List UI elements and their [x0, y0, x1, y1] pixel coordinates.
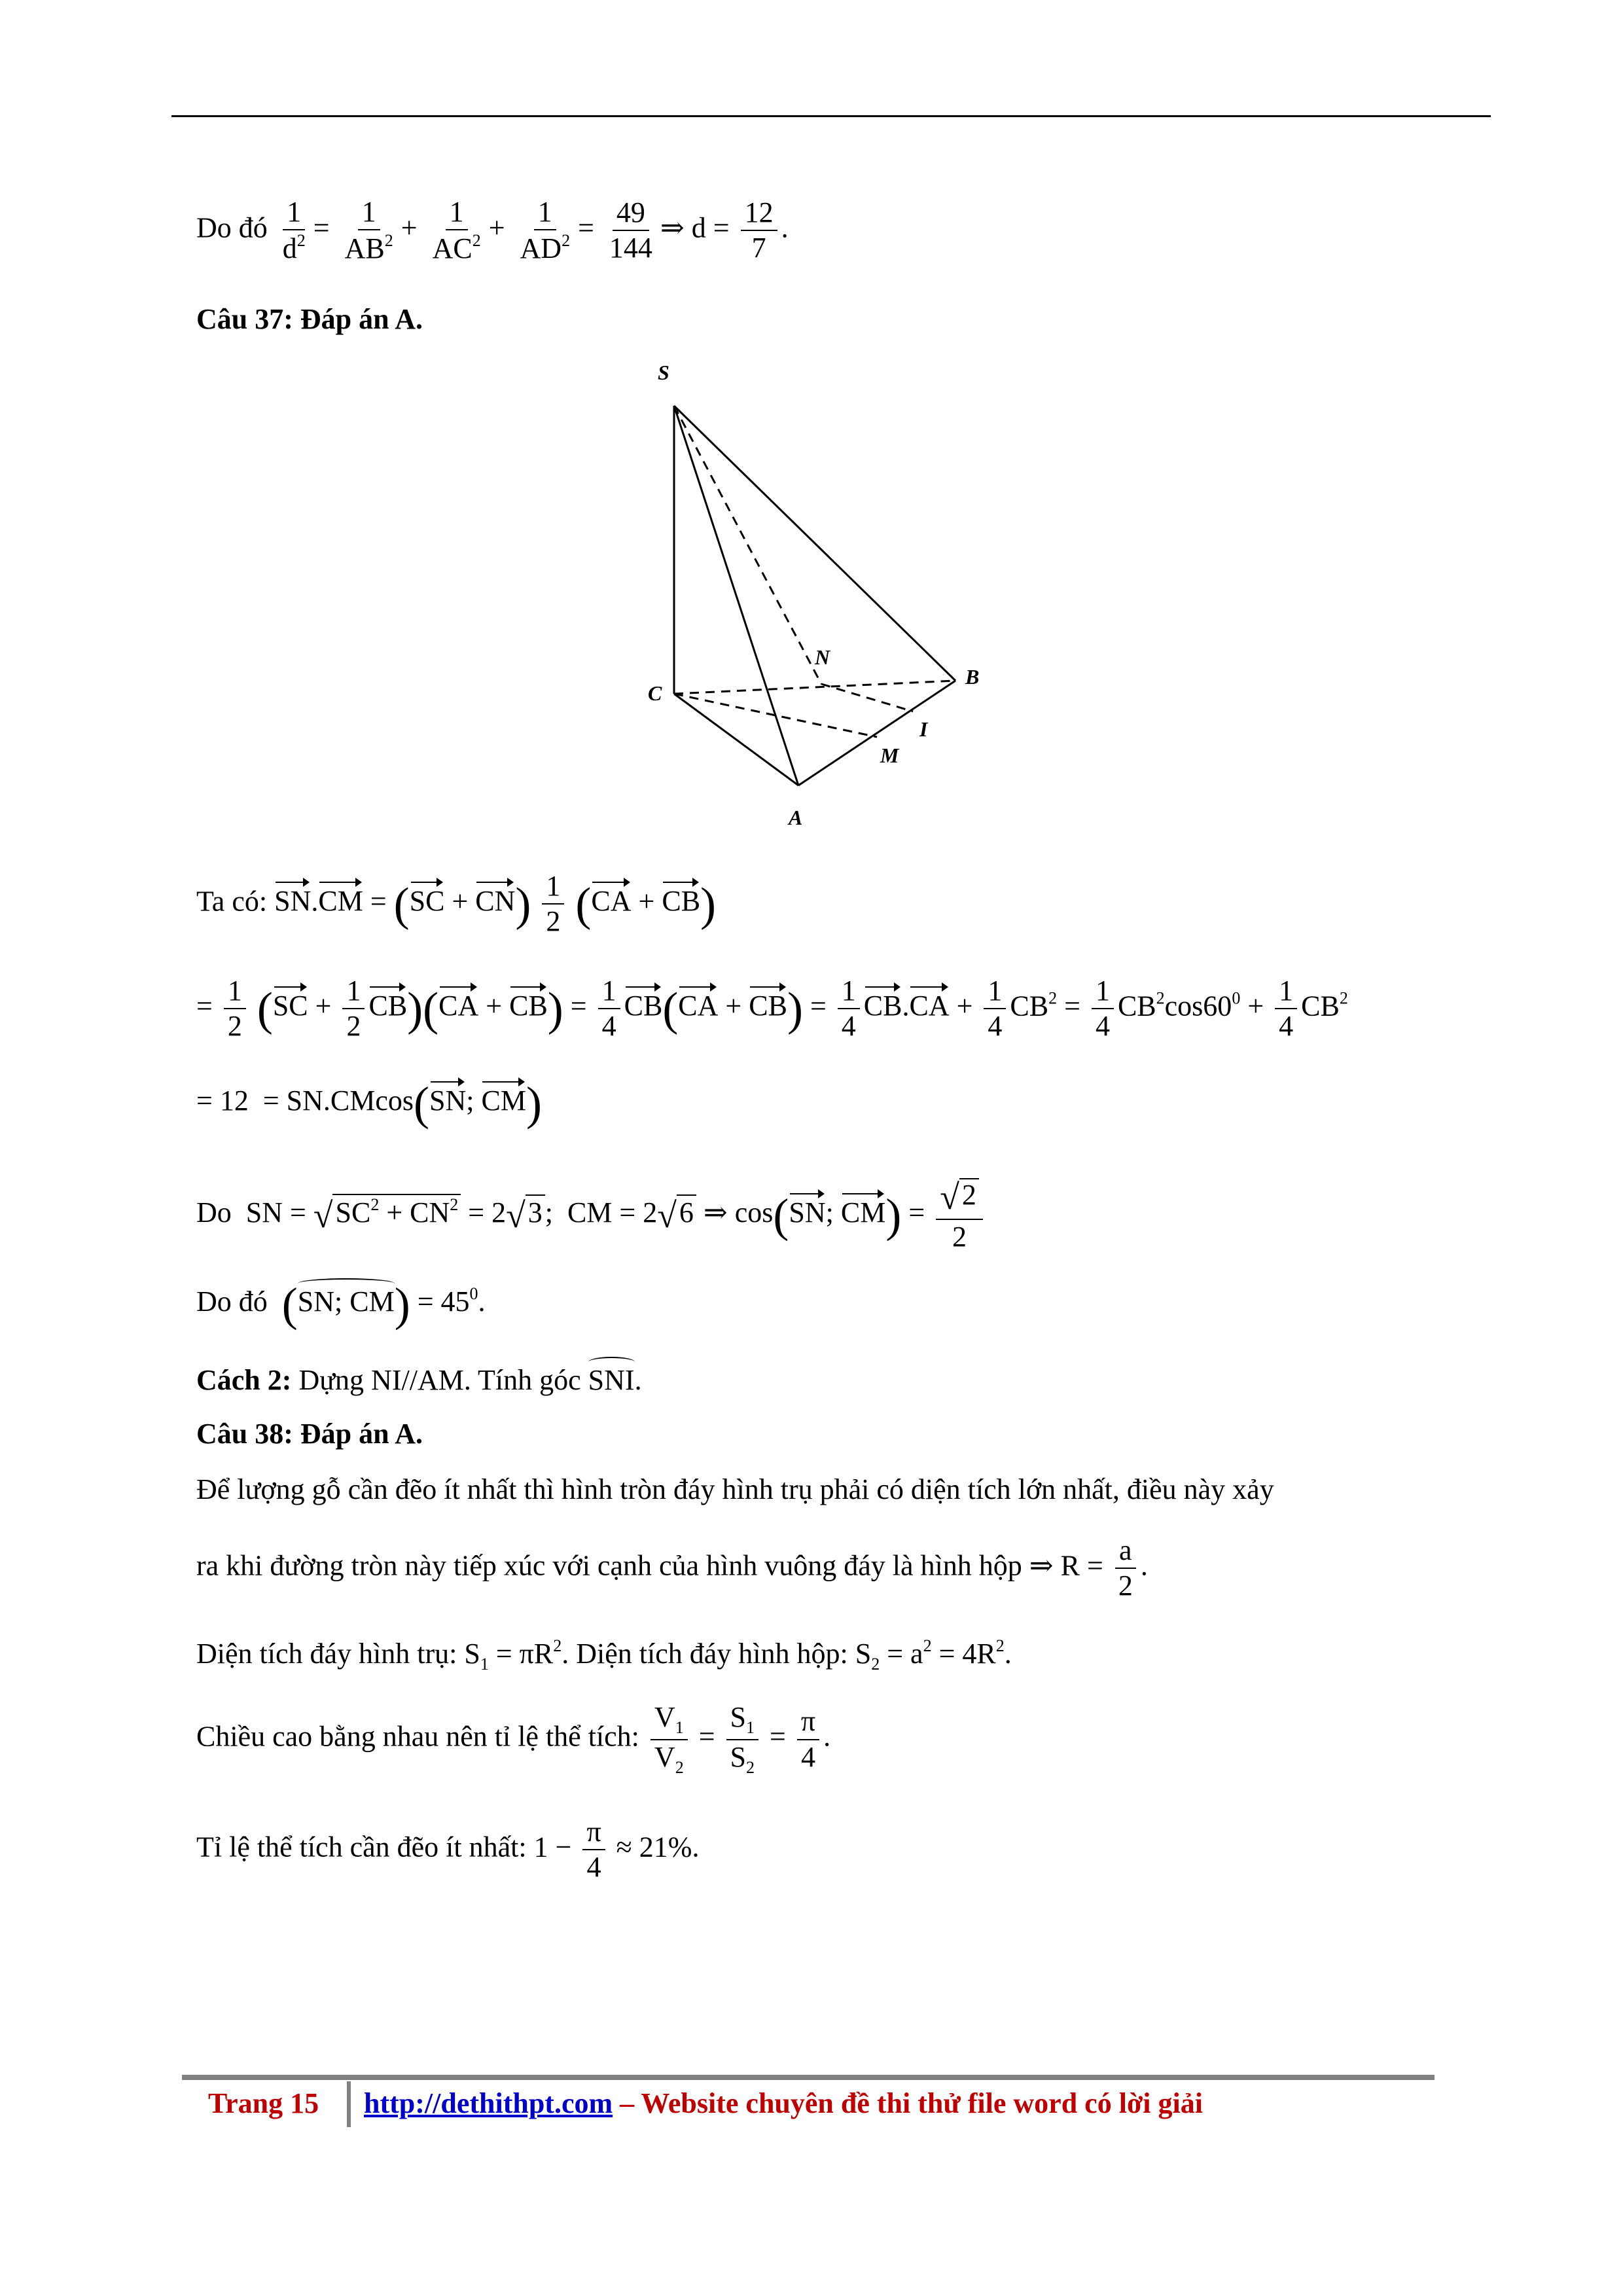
- heading-cau-37: Câu 37: Đáp án A.: [196, 303, 423, 335]
- label-C: C: [648, 681, 662, 705]
- header-rule: [171, 115, 1491, 117]
- paragraph-3: Diện tích đáy hình trụ: $S_1 = \pi R^2$. Diện tích đáy hình hộp: $S_2 = a^2 = 4R^2$.: [196, 1636, 1012, 1674]
- formula-line-6: Do đó (SN; $CM) = 45^0$.: [196, 1278, 486, 1331]
- fraction: $\frac{12}{7}$: [741, 197, 777, 264]
- text-prefix: Do đó: [196, 211, 268, 244]
- fraction: $\frac{1}{AD^2}$: [520, 196, 571, 265]
- footer: [208, 2087, 319, 2120]
- label-S: S: [658, 361, 669, 384]
- paragraph-1: Để lượng gỗ cần đẽo ít nhất thì hình tròn đáy hình trụ phải có diện tích lớn nhất, điều này xảy: [196, 1473, 1274, 1505]
- formula-line-4: = 12 = SN.CMcos(SN; CM): [196, 1077, 542, 1130]
- footer-text: [364, 2087, 1203, 2120]
- label-N: N: [815, 645, 830, 669]
- fraction: $\frac{49}{144}$: [609, 196, 652, 264]
- formula-line-5: Do SN = $√SC^2 + CN^2 = 2√3$; CM = 2√6 ⇒ cos(SN; CM) = $\frac{√2}{2}$: [196, 1178, 987, 1253]
- label-I: I: [919, 717, 928, 741]
- label-B: B: [965, 665, 980, 689]
- pyramid-figure: [628, 353, 1021, 838]
- page-number: Trang 15: [208, 2087, 319, 2119]
- fraction: $\frac{1}{AC^2}$: [432, 196, 481, 265]
- paragraph-5: Tỉ lệ thể tích cần đẽo ít nhất: 1 − $\frac{\pi}{4}$ ≈ 21%.: [196, 1816, 700, 1884]
- formula-line-3: = $\frac{1}{2}$ (SC + $\frac{1}{2}$ CB)(CA + CB) = $\frac{1}{4}$ CB(CA + CB) = $\frac{1}{4}$ CB.CA + $\frac{1}{4}$ $CB^2$ = $\frac{1}{4}$ $CB^2\cos 60^0$ + $\frac{1}{4}$ $CB^2$: [196, 975, 1348, 1043]
- label-M: M: [880, 744, 899, 767]
- footer-tagline: – Website chuyên đề thi thử file word có lời giải: [613, 2087, 1203, 2119]
- fraction: $\frac{1}{AB^2}$: [344, 196, 393, 265]
- label-A: A: [789, 806, 803, 829]
- formula-line-2: Ta có: SN.CM = (SC + CN) $\frac{1}{2}$ (CA + CB): [196, 870, 717, 938]
- footer-link[interactable]: http://dethithpt.com: [364, 2087, 613, 2119]
- footer-divider: [347, 2081, 351, 2127]
- fraction: $\frac{1}{d^2}$: [282, 196, 306, 265]
- formula-line-1: Do đó $\frac{1}{d^2}$ = $\frac{1}{AB^2}$ + $\frac{1}{AC^2}$ + $\frac{1}{AD^2}$ = $\frac{49}{144}$ ⇒ d = $\frac{12}{7}$ .: [196, 196, 789, 265]
- paragraph-2: ra khi đường tròn này tiếp xúc với cạnh của hình vuông đáy là hình hộp ⇒ R = $\frac{a}{2}$ .: [196, 1534, 1148, 1602]
- paragraph-4: Chiều cao bằng nhau nên tỉ lệ thể tích: $\frac{V_1}{V_2}$ = $\frac{S_1}{S_2}$ = $\frac{\pi}{4}$ .: [196, 1701, 831, 1777]
- heading-cau-38: Câu 38: Đáp án A.: [196, 1418, 423, 1450]
- cach-2-line: Cách 2: Dựng NI//AM. Tính góc SNI.: [196, 1358, 642, 1397]
- footer-rule: [182, 2075, 1435, 2080]
